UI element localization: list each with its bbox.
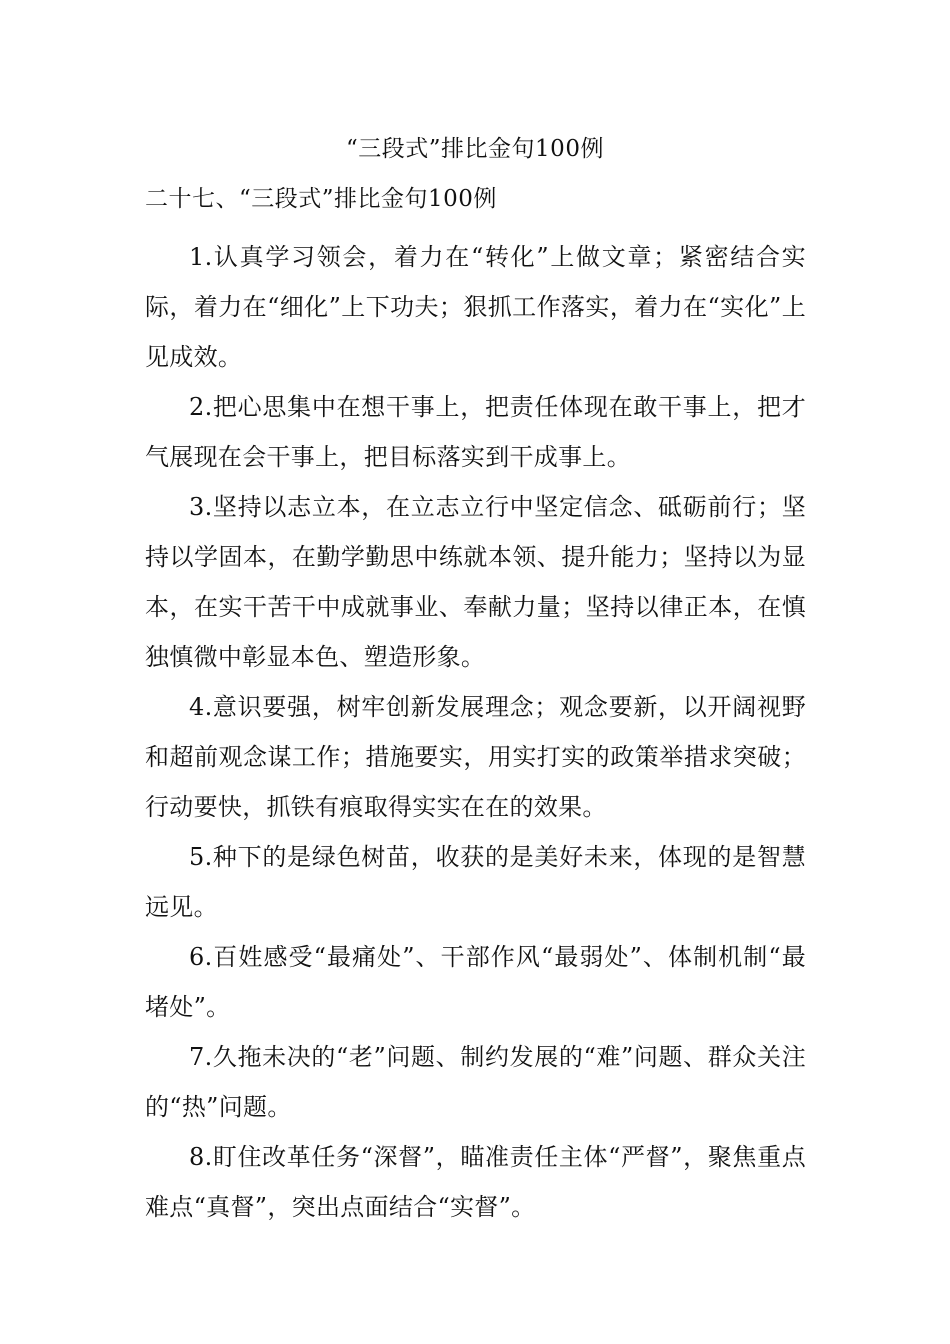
list-item: 6.百姓感受“最痛处”、干部作风“最弱处”、体制机制“最堵处”。 xyxy=(145,943,806,1021)
list-item: 2.把心思集中在想干事上，把责任体现在敢干事上，把才气展现在会干事上，把目标落实到干成事上。 xyxy=(145,393,806,471)
document-body xyxy=(145,232,806,1232)
list-item: 7.久拖未决的“老”问题、制约发展的“难”问题、群众关注的“热”问题。 xyxy=(145,1043,806,1121)
list-item: 1.认真学习领会，着力在“转化”上做文章；紧密结合实际，着力在“细化”上下功夫；狠抓工作落实，着力在“实化”上见成效。 xyxy=(145,243,806,371)
list-item: 8.盯住改革任务“深督”，瞄准责任主体“严督”，聚焦重点难点“真督”，突出点面结合“实督”。 xyxy=(145,1143,806,1221)
list-item: 4.意识要强，树牢创新发展理念；观念要新，以开阔视野和超前观念谋工作；措施要实，用实打实的政策举措求突破；行动要快，抓铁有痕取得实实在在的效果。 xyxy=(145,693,806,821)
document-title: “三段式”排比金句100例 xyxy=(346,136,604,162)
section-heading: 二十七、“三段式”排比金句100例 xyxy=(145,186,497,212)
list-item: 5.种下的是绿色树苗，收获的是美好未来，体现的是智慧远见。 xyxy=(145,843,806,921)
list-item: 3.坚持以志立本，在立志立行中坚定信念、砥砺前行；坚持以学固本，在勤学勤思中练就本领、提升能力；坚持以为显本，在实干苦干中成就事业、奉献力量；坚持以律正本，在慎独慎微中彰显本色、塑造形象。 xyxy=(145,493,806,671)
